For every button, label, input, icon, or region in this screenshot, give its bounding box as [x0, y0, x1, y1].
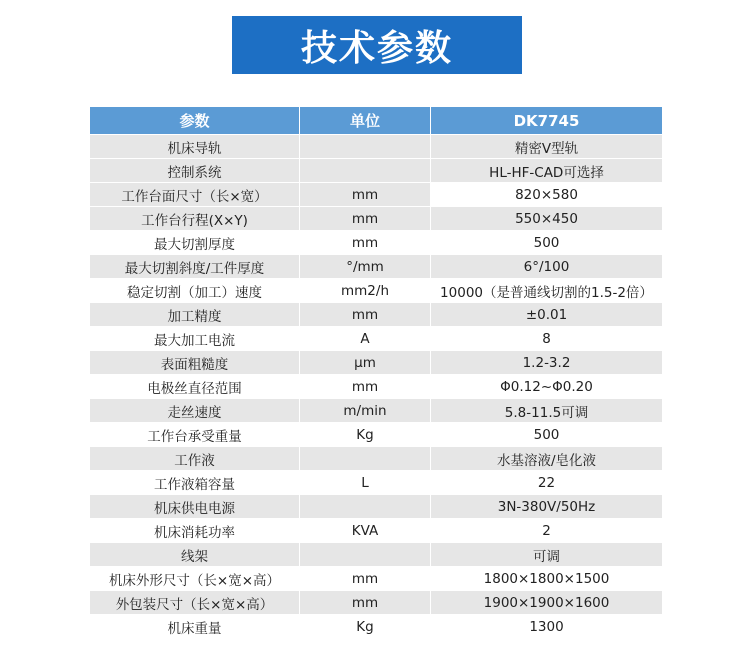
param-name: 走丝速度 [90, 399, 300, 423]
param-name: 加工精度 [90, 303, 300, 327]
header-param: 参数 [90, 107, 300, 135]
param-name: 工作液 [90, 447, 300, 471]
param-unit: mm [300, 231, 431, 255]
param-name: 外包装尺寸（长×宽×高） [90, 591, 300, 615]
param-name: 最大切割斜度/工件厚度 [90, 255, 300, 279]
table-row [90, 447, 663, 471]
param-unit: mm [300, 591, 431, 615]
param-unit: mm [300, 303, 431, 327]
param-value: 8 [431, 327, 663, 351]
param-unit: μm [300, 351, 431, 375]
param-name: 机床供电电源 [90, 495, 300, 519]
param-unit [300, 447, 431, 471]
param-name: 工作台面尺寸（长×宽） [90, 183, 300, 207]
table-row [90, 351, 663, 375]
param-value: 820×580 [431, 183, 663, 207]
param-name: 电极丝直径范围 [90, 375, 300, 399]
param-name: 表面粗糙度 [90, 351, 300, 375]
table-row [90, 543, 663, 567]
param-name: 稳定切割（加工）速度 [90, 279, 300, 303]
param-unit: °/mm [300, 255, 431, 279]
param-unit [300, 543, 431, 567]
table-row [90, 207, 663, 231]
table-header-row [90, 107, 663, 135]
table-row [90, 279, 663, 303]
table-row [90, 255, 663, 279]
param-value: 1900×1900×1600 [431, 591, 663, 615]
param-value: 550×450 [431, 207, 663, 231]
param-name: 工作台行程(X×Y) [90, 207, 300, 231]
table-row [90, 423, 663, 447]
param-value: Φ0.12~Φ0.20 [431, 375, 663, 399]
param-unit [300, 495, 431, 519]
param-unit: mm [300, 207, 431, 231]
param-value: 2 [431, 519, 663, 543]
param-name: 最大加工电流 [90, 327, 300, 351]
spec-table [89, 106, 663, 639]
param-value: HL-HF-CAD可选择 [431, 159, 663, 183]
param-unit: mm [300, 183, 431, 207]
param-unit: mm [300, 375, 431, 399]
table-row [90, 591, 663, 615]
param-value: 500 [431, 423, 663, 447]
param-value: 10000（是普通线切割的1.5-2倍） [431, 279, 663, 303]
param-unit: A [300, 327, 431, 351]
param-name: 机床消耗功率 [90, 519, 300, 543]
param-unit [300, 159, 431, 183]
header-model: DK7745 [431, 107, 663, 135]
param-unit: L [300, 471, 431, 495]
param-value: 1.2-3.2 [431, 351, 663, 375]
table-row [90, 183, 663, 207]
param-unit: m/min [300, 399, 431, 423]
param-value: 5.8-11.5可调 [431, 399, 663, 423]
table-row [90, 471, 663, 495]
param-unit: KVA [300, 519, 431, 543]
param-value: 500 [431, 231, 663, 255]
table-row [90, 303, 663, 327]
page-title: 技术参数 [300, 27, 453, 69]
param-unit: Kg [300, 423, 431, 447]
param-value: 1300 [431, 615, 663, 639]
param-value: 可调 [431, 543, 663, 567]
param-value: 1800×1800×1500 [431, 567, 663, 591]
param-unit: mm [300, 567, 431, 591]
param-unit [300, 135, 431, 159]
table-row [90, 495, 663, 519]
param-name: 最大切割厚度 [90, 231, 300, 255]
param-name: 控制系统 [90, 159, 300, 183]
param-value: 水基溶液/皂化液 [431, 447, 663, 471]
table-row [90, 399, 663, 423]
param-name: 工作台承受重量 [90, 423, 300, 447]
param-name: 机床导轨 [90, 135, 300, 159]
param-name: 工作液箱容量 [90, 471, 300, 495]
table-row [90, 135, 663, 159]
table-row [90, 159, 663, 183]
param-unit: mm2/h [300, 279, 431, 303]
header-unit: 单位 [300, 107, 431, 135]
param-unit: Kg [300, 615, 431, 639]
table-row [90, 327, 663, 351]
param-value: 22 [431, 471, 663, 495]
param-value: 精密V型轨 [431, 135, 663, 159]
param-value: 3N-380V/50Hz [431, 495, 663, 519]
param-name: 机床外形尺寸（长×宽×高） [90, 567, 300, 591]
table-row [90, 519, 663, 543]
table-row [90, 567, 663, 591]
param-name: 线架 [90, 543, 300, 567]
title-banner [232, 16, 522, 74]
param-value: ±0.01 [431, 303, 663, 327]
param-name: 机床重量 [90, 615, 300, 639]
table-row [90, 375, 663, 399]
param-value: 6°/100 [431, 255, 663, 279]
table-row [90, 231, 663, 255]
table-row [90, 615, 663, 639]
